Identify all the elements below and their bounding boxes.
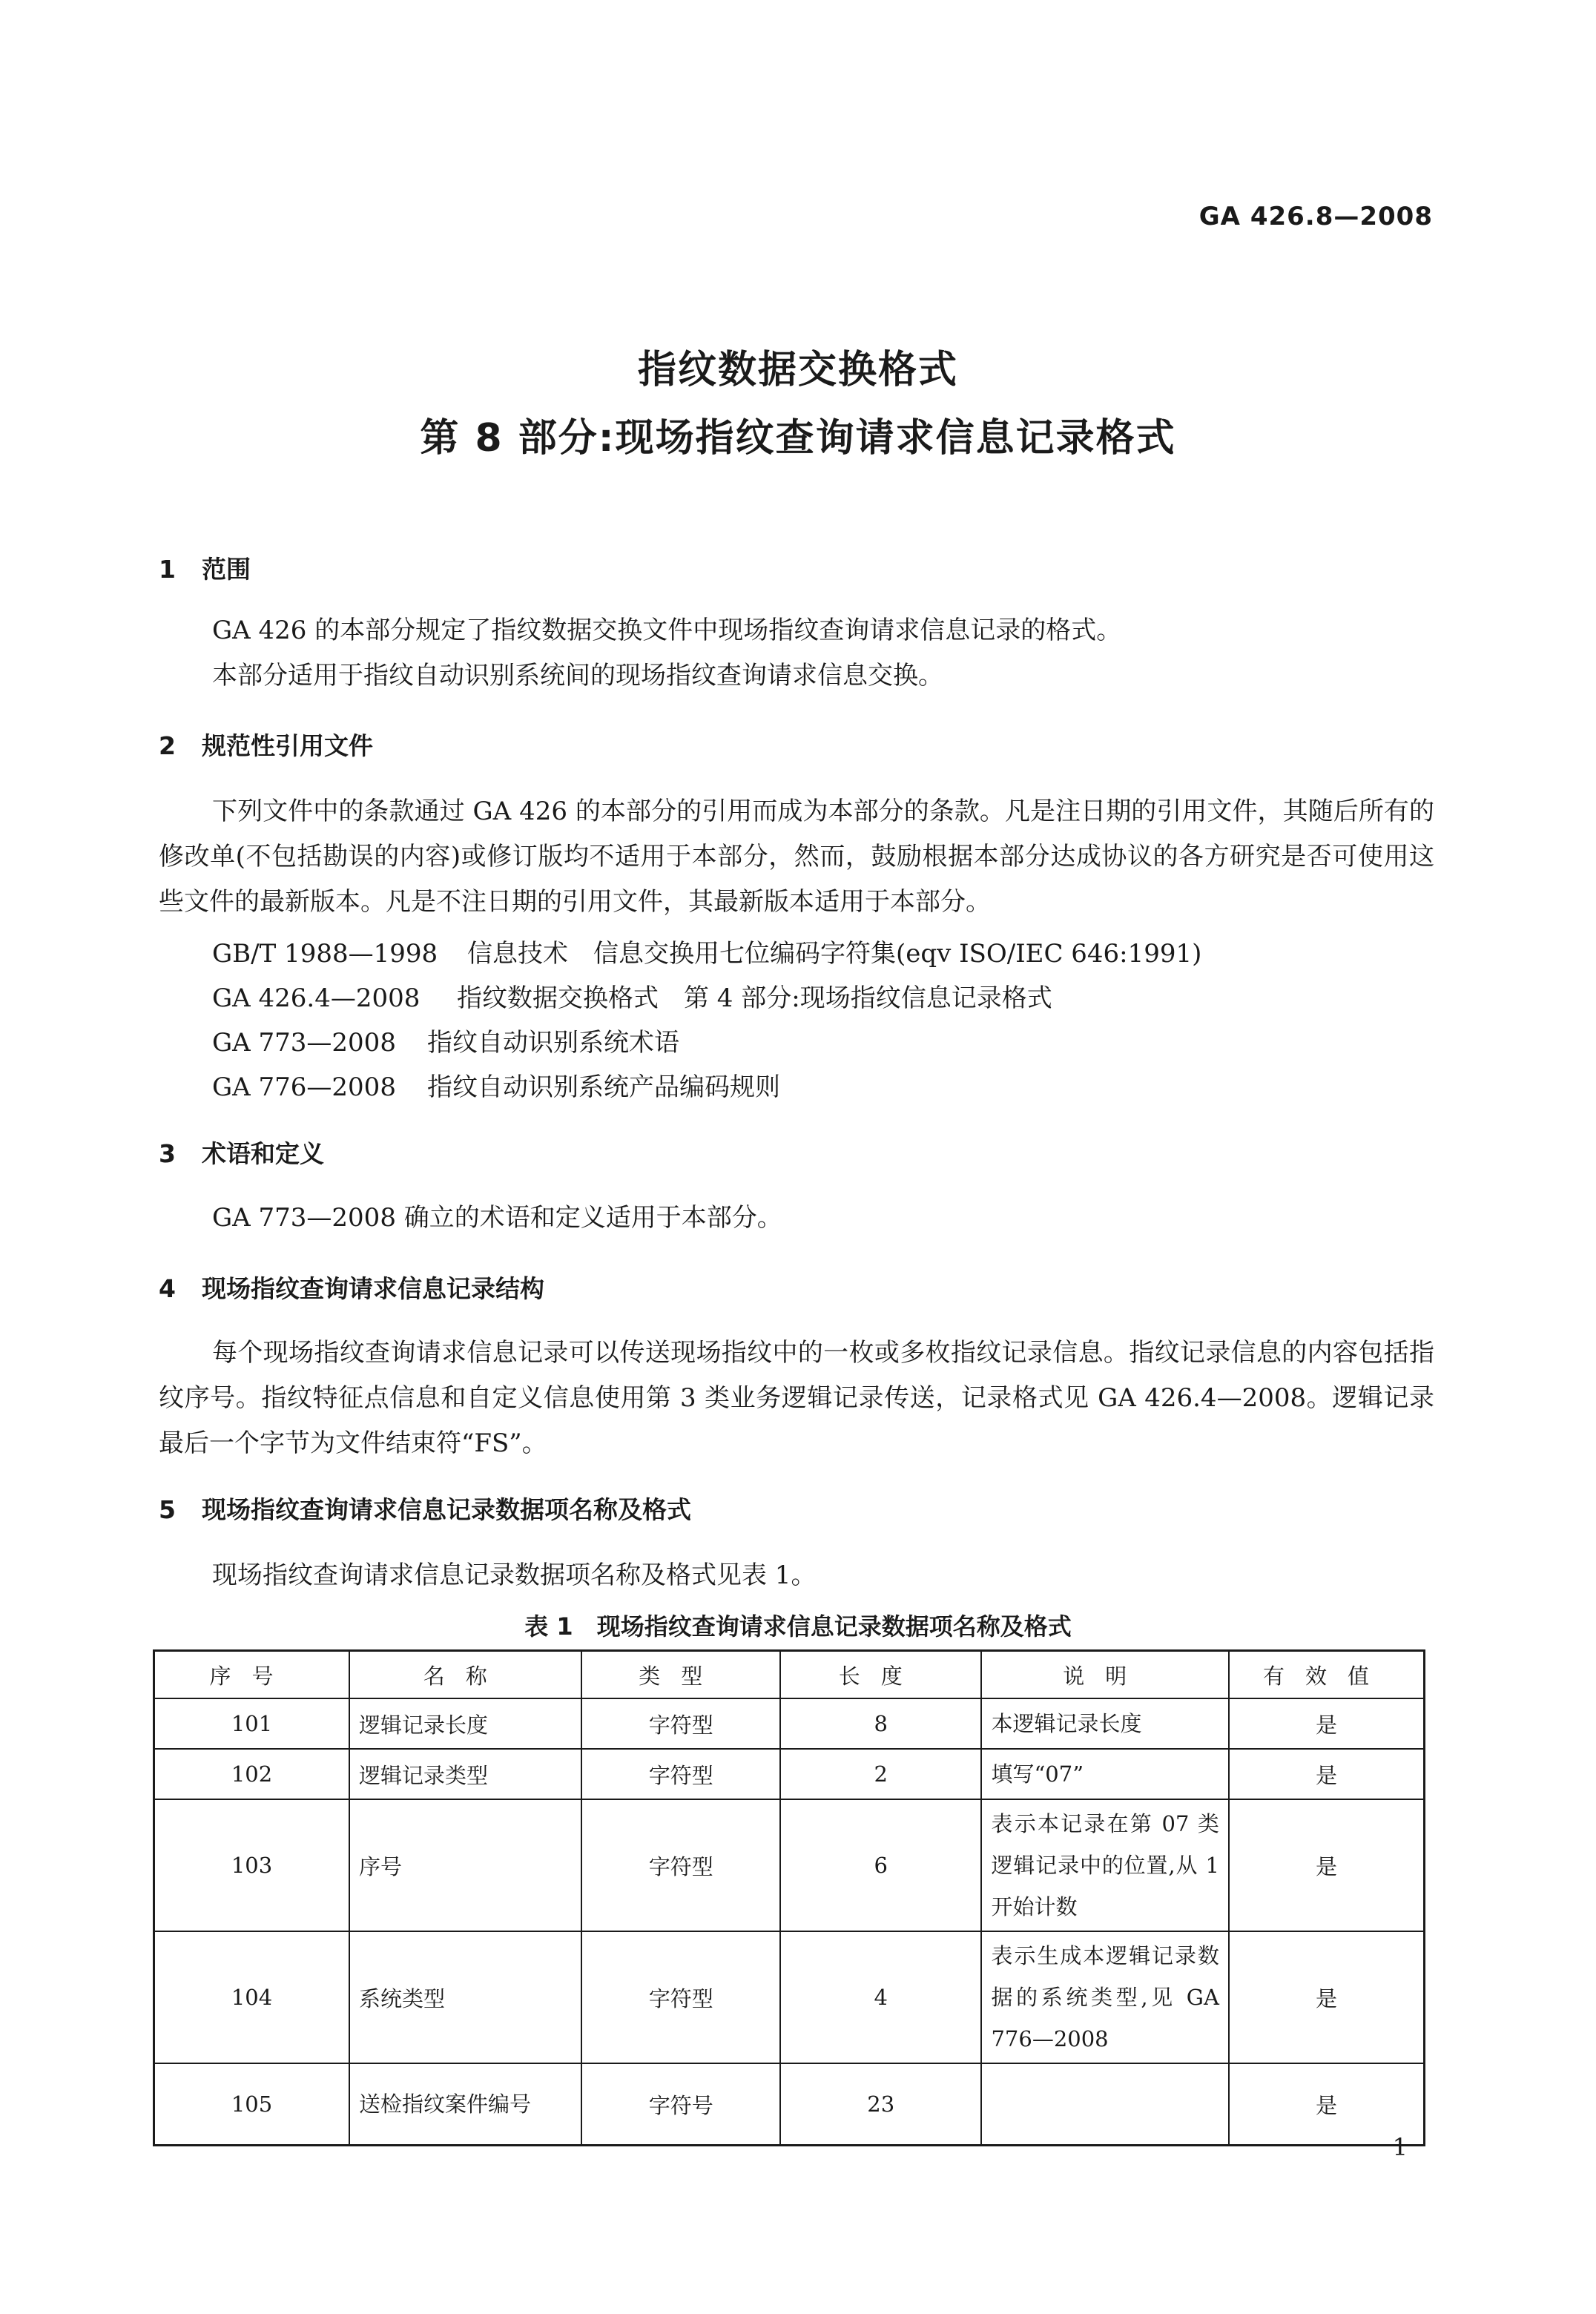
cell-id: 101: [154, 1698, 350, 1749]
column-header-description: 说明: [981, 1651, 1228, 1699]
section-2-paragraph-1: 下列文件中的条款通过 GA 426 的本部分的引用而成为本部分的条款。凡是注日期的引用文件，其随后所有的修改单(不包括勘误的内容)或修订版均不适用于本部分，然而，鼓励根据本部分达成协议的各方研究是否可使用这些文件的最新版本。凡是不注日期的引用文件，其最新版本适用于本部分。: [159, 797, 1434, 917]
section-4-heading: [159, 1270, 544, 1305]
cell-id: 103: [154, 1799, 350, 1931]
reference-title: 指纹自动识别系统术语: [427, 1028, 679, 1058]
cell-description: 表示生成本逻辑记录数据的系统类型,见 GA 776—2008: [981, 1931, 1228, 2063]
table-row: [154, 1931, 1425, 2063]
section-4-paragraph-1: 每个现场指纹查询请求信息记录可以传送现场指纹中的一枚或多枚指纹记录信息。指纹记录信息的内容包括指纹序号。指纹特征点信息和自定义信息使用第 3 类业务逻辑记录传送，记录格式见 GA 426.4—2008。逻辑记录最后一个字节为文件结束符“FS”。: [159, 1338, 1434, 1458]
document-subtitle: 第 8 部分:现场指纹查询请求信息记录格式: [420, 416, 1176, 461]
section-3-paragraph-1: GA 773—2008 确立的术语和定义适用于本部分。: [212, 1203, 782, 1233]
section-title: 规范性引用文件: [202, 731, 373, 760]
column-header-length: 长度: [780, 1651, 982, 1699]
cell-length: 8: [780, 1698, 982, 1749]
document-title: 指纹数据交换格式: [637, 348, 958, 392]
cell-valid: 是: [1229, 1749, 1425, 1799]
cell-type: 字符型: [581, 1799, 780, 1931]
table-caption: 表 1 现场指纹查询请求信息记录数据项名称及格式: [524, 1612, 1072, 1641]
cell-description: 表示本记录在第 07 类逻辑记录中的位置,从 1 开始计数: [981, 1799, 1228, 1931]
section-title: 现场指纹查询请求信息记录数据项名称及格式: [202, 1495, 691, 1524]
cell-valid: 是: [1229, 1698, 1425, 1749]
cell-name: 送检指纹案件编号: [349, 2063, 581, 2146]
cell-id: 104: [154, 1931, 350, 2063]
section-title: 术语和定义: [202, 1139, 324, 1168]
reference-title: 信息技术 信息交换用七位编码字符集(eqv ISO/IEC 646:1991): [467, 939, 1202, 969]
reference-item: [212, 933, 1201, 969]
cell-description: 填写“07”: [981, 1749, 1228, 1799]
reference-code: GB/T 1988—1998: [212, 939, 438, 969]
cell-name: 逻辑记录长度: [349, 1698, 581, 1749]
section-5-heading: [159, 1491, 691, 1526]
cell-type: 字符型: [581, 1931, 780, 2063]
cell-name: 逻辑记录类型: [349, 1749, 581, 1799]
table-header-row: [154, 1651, 1425, 1699]
column-header-type: 类型: [581, 1651, 780, 1699]
column-header-name: 名称: [349, 1651, 581, 1699]
cell-id: 102: [154, 1749, 350, 1799]
reference-code: GA 426.4—2008: [212, 983, 421, 1013]
cell-type: 字符型: [581, 1749, 780, 1799]
reference-title: 指纹自动识别系统产品编码规则: [427, 1072, 780, 1102]
cell-length: 6: [780, 1799, 982, 1931]
cell-description: 本逻辑记录长度: [981, 1698, 1228, 1749]
reference-item: [212, 1022, 679, 1058]
reference-item: [212, 1067, 780, 1103]
section-2-heading: [159, 727, 373, 762]
section-1-heading: [159, 550, 251, 585]
column-header-valid: 有效值: [1229, 1651, 1425, 1699]
section-number: 2: [159, 731, 176, 760]
reference-code: GA 776—2008: [212, 1072, 396, 1102]
table-row: [154, 1749, 1425, 1799]
column-header-id: 序号: [154, 1651, 350, 1699]
section-title: 现场指纹查询请求信息记录结构: [202, 1274, 544, 1303]
section-number: 3: [159, 1139, 176, 1168]
section-number: 1: [159, 555, 176, 584]
cell-type: 字符型: [581, 1698, 780, 1749]
cell-id: 105: [154, 2063, 350, 2146]
reference-title: 指纹数据交换格式 第 4 部分:现场指纹信息记录格式: [457, 983, 1052, 1013]
section-number: 5: [159, 1495, 176, 1524]
section-5-paragraph-1: 现场指纹查询请求信息记录数据项名称及格式见表 1。: [212, 1560, 817, 1590]
data-item-table: [153, 1649, 1425, 2146]
cell-valid: 是: [1229, 2063, 1425, 2146]
cell-length: 4: [780, 1931, 982, 2063]
table-row: [154, 1698, 1425, 1749]
reference-code: GA 773—2008: [212, 1028, 396, 1058]
section-1-paragraph-1: GA 426 的本部分规定了指纹数据交换文件中现场指纹查询请求信息记录的格式。: [212, 616, 1122, 645]
section-number: 4: [159, 1274, 176, 1303]
section-title: 范围: [202, 555, 251, 584]
page-number: 1: [1392, 2133, 1408, 2161]
table-row: [154, 1799, 1425, 1931]
cell-type: 字符号: [581, 2063, 780, 2146]
standard-code: GA 426.8—2008: [1198, 202, 1433, 231]
reference-item: [212, 978, 1052, 1014]
table-row: [154, 2063, 1425, 2146]
section-3-heading: [159, 1135, 324, 1170]
cell-valid: 是: [1229, 1931, 1425, 2063]
cell-description: [981, 2063, 1228, 2146]
cell-name: 序号: [349, 1799, 581, 1931]
section-1-paragraph-2: 本部分适用于指纹自动识别系统间的现场指纹查询请求信息交换。: [212, 661, 943, 690]
cell-length: 2: [780, 1749, 982, 1799]
cell-name: 系统类型: [349, 1931, 581, 2063]
cell-valid: 是: [1229, 1799, 1425, 1931]
cell-length: 23: [780, 2063, 982, 2146]
